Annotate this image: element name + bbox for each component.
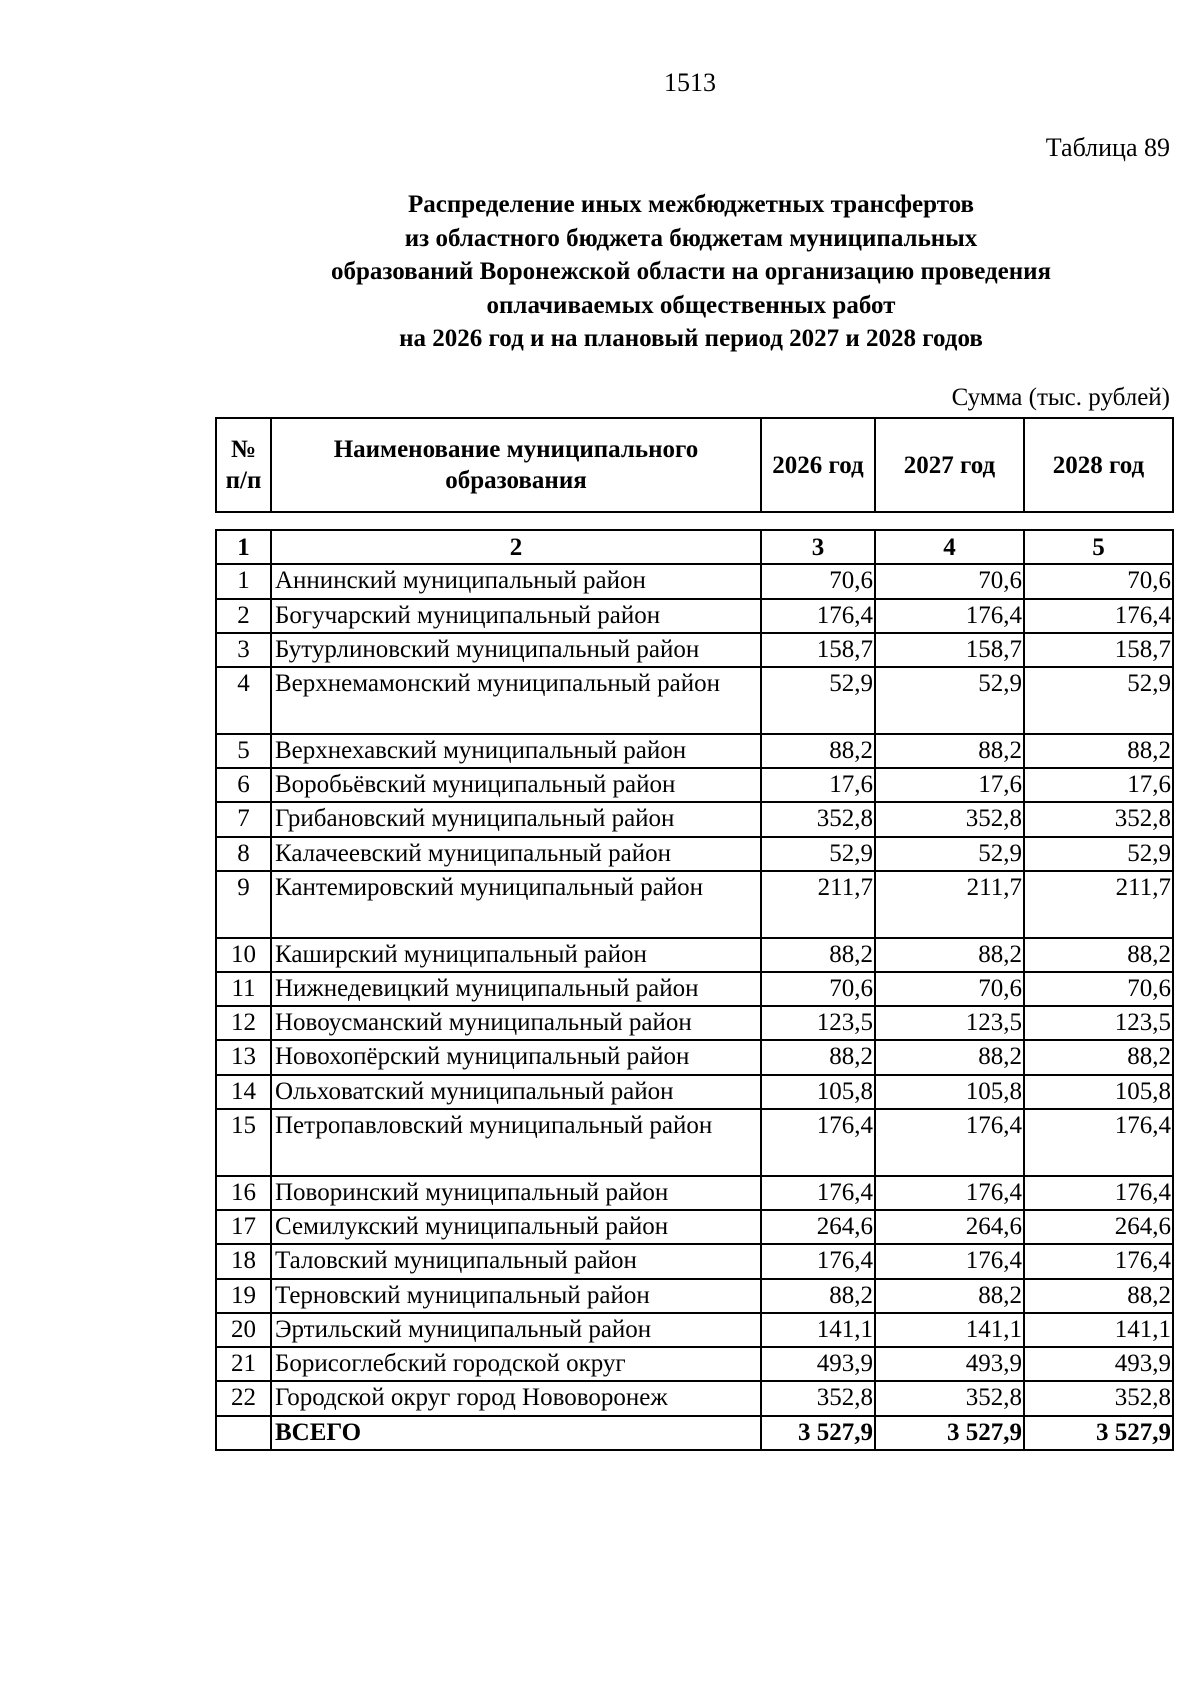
row-number: 3 xyxy=(216,633,271,667)
row-number: 9 xyxy=(216,871,271,938)
table-row xyxy=(216,564,1173,598)
value-2026: 88,2 xyxy=(761,938,875,972)
data-table xyxy=(215,529,1174,1451)
total-label: ВСЕГО xyxy=(271,1416,761,1450)
value-2028: 70,6 xyxy=(1024,564,1173,598)
row-name: Верхнехавский муниципальный район xyxy=(271,734,761,768)
total-2027: 3 527,9 xyxy=(875,1416,1024,1450)
value-2027: 52,9 xyxy=(875,837,1024,871)
column-number: 5 xyxy=(1024,530,1173,564)
row-name: Аннинский муниципальный район xyxy=(271,564,761,598)
row-name: Верхнемамонский муниципальный район xyxy=(271,667,761,734)
table-row xyxy=(216,1210,1173,1244)
value-2027: 105,8 xyxy=(875,1075,1024,1109)
value-2026: 123,5 xyxy=(761,1006,875,1040)
row-name: Поворинский муниципальный район xyxy=(271,1176,761,1210)
value-2027: 17,6 xyxy=(875,768,1024,802)
value-2026: 52,9 xyxy=(761,667,875,734)
value-2027: 88,2 xyxy=(875,734,1024,768)
value-2026: 141,1 xyxy=(761,1313,875,1347)
header-2026: 2026 год xyxy=(761,418,875,512)
row-name: Нижнедевицкий муниципальный район xyxy=(271,972,761,1006)
table-row xyxy=(216,1313,1173,1347)
value-2026: 17,6 xyxy=(761,768,875,802)
row-number: 22 xyxy=(216,1381,271,1415)
table-row xyxy=(216,1109,1173,1176)
row-name: Каширский муниципальный район xyxy=(271,938,761,972)
title-line: образований Воронежской области на организацию проведения xyxy=(330,258,1052,285)
row-number: 6 xyxy=(216,768,271,802)
value-2028: 52,9 xyxy=(1024,667,1173,734)
row-number: 5 xyxy=(216,734,271,768)
row-number: 18 xyxy=(216,1244,271,1278)
row-name: Грибановский муниципальный район xyxy=(271,802,761,836)
table-row xyxy=(216,1176,1173,1210)
row-name: Новоусманский муниципальный район xyxy=(271,1006,761,1040)
value-2027: 176,4 xyxy=(875,1176,1024,1210)
row-name: Богучарский муниципальный район xyxy=(271,599,761,633)
value-2026: 88,2 xyxy=(761,1279,875,1313)
table-row xyxy=(216,768,1173,802)
header-num-line: № xyxy=(230,436,257,463)
row-number: 20 xyxy=(216,1313,271,1347)
value-2028: 88,2 xyxy=(1024,1040,1173,1074)
row-name: Городской округ город Нововоронеж xyxy=(271,1381,761,1415)
value-2026: 176,4 xyxy=(761,1176,875,1210)
title-line: на 2026 год и на плановый период 2027 и 2028 годов xyxy=(399,325,983,352)
header-name xyxy=(271,418,761,512)
value-2028: 88,2 xyxy=(1024,734,1173,768)
header-table xyxy=(215,417,1174,513)
value-2028: 88,2 xyxy=(1024,938,1173,972)
table-row xyxy=(216,1006,1173,1040)
table-row xyxy=(216,1347,1173,1381)
value-2026: 88,2 xyxy=(761,1040,875,1074)
value-2027: 70,6 xyxy=(875,972,1024,1006)
value-2028: 88,2 xyxy=(1024,1279,1173,1313)
row-name: Бутурлиновский муниципальный район xyxy=(271,633,761,667)
row-name: Новохопёрский муниципальный район xyxy=(271,1040,761,1074)
row-name: Петропавловский муниципальный район xyxy=(271,1109,761,1176)
value-2026: 176,4 xyxy=(761,1244,875,1278)
row-name: Калачеевский муниципальный район xyxy=(271,837,761,871)
table-row xyxy=(216,734,1173,768)
value-2027: 176,4 xyxy=(875,599,1024,633)
value-2026: 352,8 xyxy=(761,1381,875,1415)
value-2028: 123,5 xyxy=(1024,1006,1173,1040)
value-2026: 70,6 xyxy=(761,564,875,598)
column-number: 3 xyxy=(761,530,875,564)
header-name-line: образования xyxy=(445,467,587,494)
value-2026: 158,7 xyxy=(761,633,875,667)
value-2026: 176,4 xyxy=(761,599,875,633)
row-number: 11 xyxy=(216,972,271,1006)
row-name: Воробьёвский муниципальный район xyxy=(271,768,761,802)
row-number: 1 xyxy=(216,564,271,598)
column-number: 2 xyxy=(271,530,761,564)
value-2027: 176,4 xyxy=(875,1244,1024,1278)
value-2027: 88,2 xyxy=(875,938,1024,972)
value-2028: 158,7 xyxy=(1024,633,1173,667)
value-2028: 264,6 xyxy=(1024,1210,1173,1244)
value-2026: 70,6 xyxy=(761,972,875,1006)
title-line: оплачиваемых общественных работ xyxy=(486,291,896,319)
total-2026: 3 527,9 xyxy=(761,1416,875,1450)
header-num xyxy=(216,418,271,512)
document-title xyxy=(215,188,1167,356)
value-2026: 105,8 xyxy=(761,1075,875,1109)
value-2026: 264,6 xyxy=(761,1210,875,1244)
total-2028: 3 527,9 xyxy=(1024,1416,1173,1450)
value-2027: 352,8 xyxy=(875,1381,1024,1415)
table-row xyxy=(216,1381,1173,1415)
table-row xyxy=(216,938,1173,972)
value-2027: 493,9 xyxy=(875,1347,1024,1381)
value-2028: 176,4 xyxy=(1024,599,1173,633)
value-2026: 352,8 xyxy=(761,802,875,836)
value-2027: 70,6 xyxy=(875,564,1024,598)
row-number: 7 xyxy=(216,802,271,836)
table-row xyxy=(216,837,1173,871)
row-name: Ольховатский муниципальный район xyxy=(271,1075,761,1109)
table-row xyxy=(216,1075,1173,1109)
value-2027: 141,1 xyxy=(875,1313,1024,1347)
value-2028: 70,6 xyxy=(1024,972,1173,1006)
table-row xyxy=(216,871,1173,938)
value-2028: 352,8 xyxy=(1024,1381,1173,1415)
row-number: 16 xyxy=(216,1176,271,1210)
value-2027: 88,2 xyxy=(875,1040,1024,1074)
row-number: 4 xyxy=(216,667,271,734)
row-number: 10 xyxy=(216,938,271,972)
value-2028: 176,4 xyxy=(1024,1244,1173,1278)
value-2026: 493,9 xyxy=(761,1347,875,1381)
table-row xyxy=(216,1279,1173,1313)
value-2027: 88,2 xyxy=(875,1279,1024,1313)
value-2028: 176,4 xyxy=(1024,1176,1173,1210)
row-number: 8 xyxy=(216,837,271,871)
value-2027: 352,8 xyxy=(875,802,1024,836)
title-line: из областного бюджета бюджетам муниципальных xyxy=(404,224,978,252)
row-number: 14 xyxy=(216,1075,271,1109)
row-name: Семилукский муниципальный район xyxy=(271,1210,761,1244)
value-2028: 105,8 xyxy=(1024,1075,1173,1109)
table-row xyxy=(216,1244,1173,1278)
row-name: Терновский муниципальный район xyxy=(271,1279,761,1313)
row-number: 12 xyxy=(216,1006,271,1040)
row-name: Таловский муниципальный район xyxy=(271,1244,761,1278)
table-row xyxy=(216,633,1173,667)
title-line: Распределение иных межбюджетных трансфертов xyxy=(407,191,975,218)
total-row xyxy=(216,1416,1173,1450)
value-2027: 52,9 xyxy=(875,667,1024,734)
value-2027: 211,7 xyxy=(875,871,1024,938)
value-2027: 176,4 xyxy=(875,1109,1024,1176)
row-name: Борисоглебский городской округ xyxy=(271,1347,761,1381)
column-number: 1 xyxy=(216,530,271,564)
row-number: 13 xyxy=(216,1040,271,1074)
table-row xyxy=(216,802,1173,836)
value-2026: 211,7 xyxy=(761,871,875,938)
value-2026: 52,9 xyxy=(761,837,875,871)
unit-label: Сумма (тыс. рублей) xyxy=(951,384,1170,411)
table-row xyxy=(216,599,1173,633)
value-2028: 52,9 xyxy=(1024,837,1173,871)
value-2026: 88,2 xyxy=(761,734,875,768)
table-row xyxy=(216,972,1173,1006)
column-numbers-row xyxy=(216,530,1173,564)
column-number: 4 xyxy=(875,530,1024,564)
value-2028: 176,4 xyxy=(1024,1109,1173,1176)
value-2028: 17,6 xyxy=(1024,768,1173,802)
row-number: 15 xyxy=(216,1109,271,1176)
value-2028: 211,7 xyxy=(1024,871,1173,938)
row-name: Кантемировский муниципальный район xyxy=(271,871,761,938)
value-2028: 141,1 xyxy=(1024,1313,1173,1347)
value-2027: 123,5 xyxy=(875,1006,1024,1040)
value-2026: 176,4 xyxy=(761,1109,875,1176)
value-2027: 158,7 xyxy=(875,633,1024,667)
header-2027: 2027 год xyxy=(875,418,1024,512)
header-num-line: п/п xyxy=(225,467,262,494)
table-row xyxy=(216,1040,1173,1074)
table-row xyxy=(216,667,1173,734)
header-name-line: Наименование муниципального xyxy=(333,436,699,463)
value-2028: 352,8 xyxy=(1024,802,1173,836)
table-label: Таблица 89 xyxy=(1045,133,1170,162)
total-empty xyxy=(216,1416,271,1450)
row-number: 19 xyxy=(216,1279,271,1313)
row-number: 2 xyxy=(216,599,271,633)
header-2028: 2028 год xyxy=(1024,418,1173,512)
page-number: 1513 xyxy=(664,68,716,97)
value-2028: 493,9 xyxy=(1024,1347,1173,1381)
row-number: 21 xyxy=(216,1347,271,1381)
header-row xyxy=(216,418,1173,512)
value-2027: 264,6 xyxy=(875,1210,1024,1244)
row-number: 17 xyxy=(216,1210,271,1244)
row-name: Эртильский муниципальный район xyxy=(271,1313,761,1347)
